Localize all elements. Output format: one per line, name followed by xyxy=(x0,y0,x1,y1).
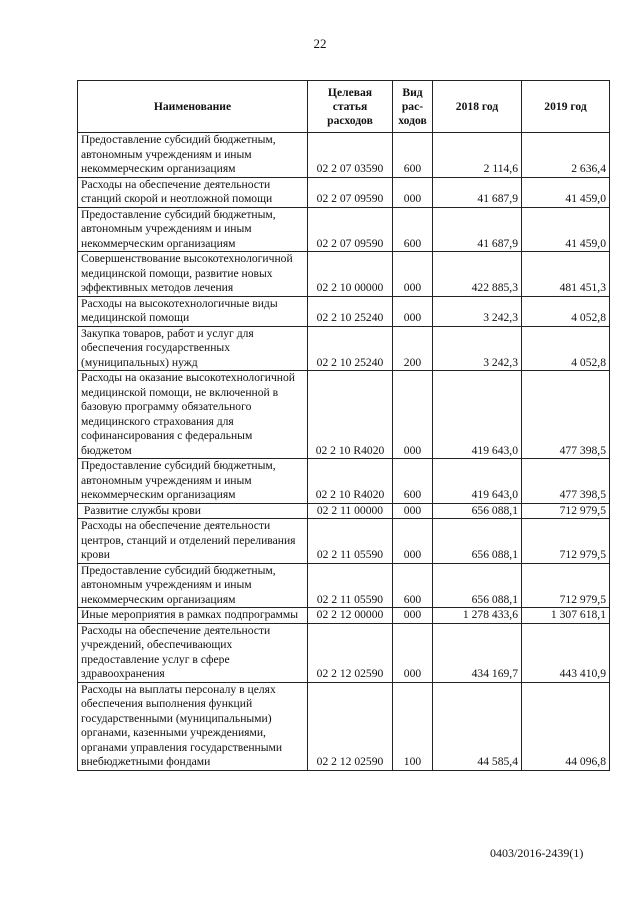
table-row xyxy=(78,459,610,504)
row-name: Развитие службы крови xyxy=(78,503,308,519)
row-expense-type: 000 xyxy=(393,371,433,459)
row-name: Предоставление субсидий бюджетным, автономным учреждениям и иным некоммерческим организациям xyxy=(78,563,308,608)
row-value-2018: 422 885,3 xyxy=(433,252,522,297)
table-row xyxy=(78,503,610,519)
header-expense-type: Вид рас-ходов xyxy=(393,81,433,133)
row-code: 02 2 11 05590 xyxy=(308,519,393,564)
table-row xyxy=(78,608,610,624)
row-expense-type: 000 xyxy=(393,177,433,207)
row-code: 02 2 11 05590 xyxy=(308,563,393,608)
table-row xyxy=(78,296,610,326)
header-target-article: Целевая статья расходов xyxy=(308,81,393,133)
row-name: Предоставление субсидий бюджетным, автономным учреждениям и иным некоммерческим организациям xyxy=(78,133,308,178)
row-expense-type: 100 xyxy=(393,682,433,770)
table-row xyxy=(78,207,610,252)
table-header-row xyxy=(78,81,610,133)
row-name: Расходы на оказание высокотехнологичной медицинской помощи, не включенной в базовую программу обязательного медицинского страхования для софинансирования с федеральным бюджетом xyxy=(78,371,308,459)
row-value-2018: 419 643,0 xyxy=(433,371,522,459)
row-code: 02 2 07 09590 xyxy=(308,207,393,252)
row-name: Расходы на обеспечение деятельности станций скорой и неотложной помощи xyxy=(78,177,308,207)
row-value-2018: 44 585,4 xyxy=(433,682,522,770)
row-name: Расходы на обеспечение деятельности учреждений, обеспечивающих предоставление услуг в сфере здравоохранения xyxy=(78,623,308,682)
header-name: Наименование xyxy=(78,81,308,133)
row-value-2019: 712 979,5 xyxy=(522,563,610,608)
row-code: 02 2 12 00000 xyxy=(308,608,393,624)
row-value-2019: 44 096,8 xyxy=(522,682,610,770)
table-row xyxy=(78,519,610,564)
row-value-2018: 1 278 433,6 xyxy=(433,608,522,624)
row-expense-type: 000 xyxy=(393,623,433,682)
page-number: 22 xyxy=(313,36,327,51)
row-value-2019: 41 459,0 xyxy=(522,177,610,207)
row-value-2018: 41 687,9 xyxy=(433,177,522,207)
row-code: 02 2 11 00000 xyxy=(308,503,393,519)
row-code: 02 2 10 00000 xyxy=(308,252,393,297)
table-row xyxy=(78,682,610,770)
row-name: Расходы на выплаты персоналу в целях обеспечения выполнения функций государственными (муниципальными) органами, казенными учреждениями, органами управления государственными внебюджетными фондами xyxy=(78,682,308,770)
row-value-2018: 656 088,1 xyxy=(433,563,522,608)
row-value-2018: 656 088,1 xyxy=(433,519,522,564)
table-row xyxy=(78,133,610,178)
row-value-2019: 481 451,3 xyxy=(522,252,610,297)
table-row xyxy=(78,326,610,371)
row-value-2018: 41 687,9 xyxy=(433,207,522,252)
row-code: 02 2 12 02590 xyxy=(308,623,393,682)
table-row xyxy=(78,563,610,608)
table-row xyxy=(78,252,610,297)
row-expense-type: 000 xyxy=(393,503,433,519)
table-row xyxy=(78,371,610,459)
table-row xyxy=(78,177,610,207)
table-body xyxy=(78,133,610,771)
row-value-2018: 3 242,3 xyxy=(433,296,522,326)
row-value-2019: 712 979,5 xyxy=(522,519,610,564)
row-code: 02 2 10 R4020 xyxy=(308,459,393,504)
row-expense-type: 000 xyxy=(393,608,433,624)
document-id: 0403/2016-2439(1) xyxy=(490,846,584,860)
row-name: Расходы на обеспечение деятельности центров, станций и отделений переливания крови xyxy=(78,519,308,564)
row-code: 02 2 07 03590 xyxy=(308,133,393,178)
row-value-2019: 2 636,4 xyxy=(522,133,610,178)
row-value-2019: 477 398,5 xyxy=(522,459,610,504)
row-value-2019: 443 410,9 xyxy=(522,623,610,682)
row-value-2018: 3 242,3 xyxy=(433,326,522,371)
row-name: Расходы на высокотехнологичные виды медицинской помощи xyxy=(78,296,308,326)
row-value-2019: 1 307 618,1 xyxy=(522,608,610,624)
row-expense-type: 600 xyxy=(393,133,433,178)
row-expense-type: 600 xyxy=(393,563,433,608)
row-code: 02 2 10 25240 xyxy=(308,326,393,371)
row-name: Закупка товаров, работ и услуг для обеспечения государственных (муниципальных) нужд xyxy=(78,326,308,371)
row-name: Предоставление субсидий бюджетным, автономным учреждениям и иным некоммерческим организациям xyxy=(78,459,308,504)
row-code: 02 2 12 02590 xyxy=(308,682,393,770)
row-expense-type: 200 xyxy=(393,326,433,371)
row-expense-type: 000 xyxy=(393,252,433,297)
row-name: Иные мероприятия в рамках подпрограммы xyxy=(78,608,308,624)
row-code: 02 2 10 R4020 xyxy=(308,371,393,459)
row-value-2019: 4 052,8 xyxy=(522,296,610,326)
row-code: 02 2 10 25240 xyxy=(308,296,393,326)
row-expense-type: 000 xyxy=(393,296,433,326)
row-expense-type: 600 xyxy=(393,459,433,504)
row-code: 02 2 07 09590 xyxy=(308,177,393,207)
budget-table xyxy=(77,80,610,771)
row-name: Предоставление субсидий бюджетным, автономным учреждениям и иным некоммерческим организациям xyxy=(78,207,308,252)
row-value-2018: 656 088,1 xyxy=(433,503,522,519)
row-value-2019: 4 052,8 xyxy=(522,326,610,371)
row-expense-type: 000 xyxy=(393,519,433,564)
row-value-2019: 477 398,5 xyxy=(522,371,610,459)
row-name: Совершенствование высокотехнологичной медицинской помощи, развитие новых эффективных методов лечения xyxy=(78,252,308,297)
row-expense-type: 600 xyxy=(393,207,433,252)
row-value-2019: 41 459,0 xyxy=(522,207,610,252)
row-value-2019: 712 979,5 xyxy=(522,503,610,519)
table-row xyxy=(78,623,610,682)
row-value-2018: 419 643,0 xyxy=(433,459,522,504)
row-value-2018: 434 169,7 xyxy=(433,623,522,682)
header-year-2018: 2018 год xyxy=(433,81,522,133)
row-value-2018: 2 114,6 xyxy=(433,133,522,178)
header-year-2019: 2019 год xyxy=(522,81,610,133)
